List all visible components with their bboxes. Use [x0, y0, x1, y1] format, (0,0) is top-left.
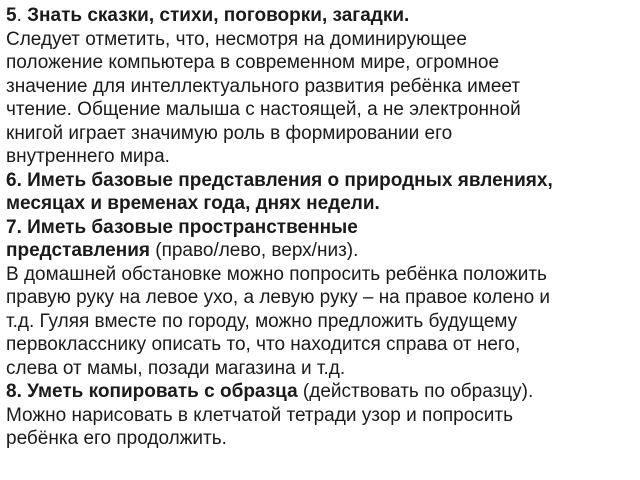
text-line: [6, 427, 636, 451]
text-line: [6, 357, 636, 381]
body-text: внутреннего мира.: [6, 146, 170, 167]
section-6: [6, 169, 636, 216]
body-text: правую руку на левое ухо, а левую руку – на правое колено и: [6, 287, 551, 308]
text-line: [6, 145, 636, 169]
text-line: [6, 286, 636, 310]
text-line: [6, 216, 636, 240]
body-text: Можно нарисовать в клетчатой тетради узор и попросить: [6, 404, 514, 426]
body-text: чтение. Общение малыша с настоящей, а не электронной: [6, 99, 521, 120]
body-text: слева от мамы, позади магазина и т.д.: [6, 357, 346, 379]
text-line: [6, 192, 636, 216]
body-text: т.д. Гуляя вместе по городу, можно предложить будущему: [6, 310, 518, 332]
bold-text: месяцах и временах года, днях недели.: [6, 193, 380, 214]
text-line: [6, 263, 636, 287]
bold-text: 8. Уметь копировать с образца: [6, 381, 298, 402]
text-line: [6, 122, 636, 146]
body-text: книгой играет значимую роль в формировании его: [6, 122, 453, 144]
bold-text: Знать сказки, стихи, поговорки, загадки.: [27, 5, 410, 26]
text-line: [6, 51, 636, 75]
body-text: ребёнка его продолжить.: [6, 428, 227, 449]
section-7: [6, 216, 636, 381]
text-line: [6, 169, 636, 193]
text-line: [6, 98, 636, 122]
body-text: В домашней обстановке можно попросить ребёнка положить: [6, 263, 547, 285]
body-text: положение компьютера в современном мире, огромное: [6, 52, 500, 73]
text-line: [6, 333, 636, 357]
body-text: Следует отметить, что, несмотря на доминирующее: [6, 28, 467, 50]
bold-text: 7. Иметь базовые пространственные: [6, 216, 358, 238]
section-8: [6, 380, 636, 451]
text-line: [6, 4, 636, 28]
text-line: [6, 404, 636, 428]
body-text: первокласснику описать то, что находится справа от него,: [6, 334, 521, 355]
document-text: [6, 4, 636, 451]
text-line: [6, 28, 636, 52]
body-text: .: [16, 5, 28, 26]
text-line: [6, 380, 636, 404]
text-line: [6, 310, 636, 334]
body-text: значение для интеллектуального развития ребёнка имеет: [6, 75, 521, 97]
body-text: (право/лево, верх/низ).: [149, 240, 359, 261]
bold-text: 6. Иметь базовые представления о природных явлениях,: [6, 169, 553, 191]
body-text: (действовать по образцу).: [297, 381, 534, 402]
bold-text: 5: [6, 5, 17, 26]
text-line: [6, 75, 636, 99]
text-line: [6, 239, 636, 263]
bold-text: представления: [6, 240, 150, 261]
section-5: [6, 4, 636, 169]
